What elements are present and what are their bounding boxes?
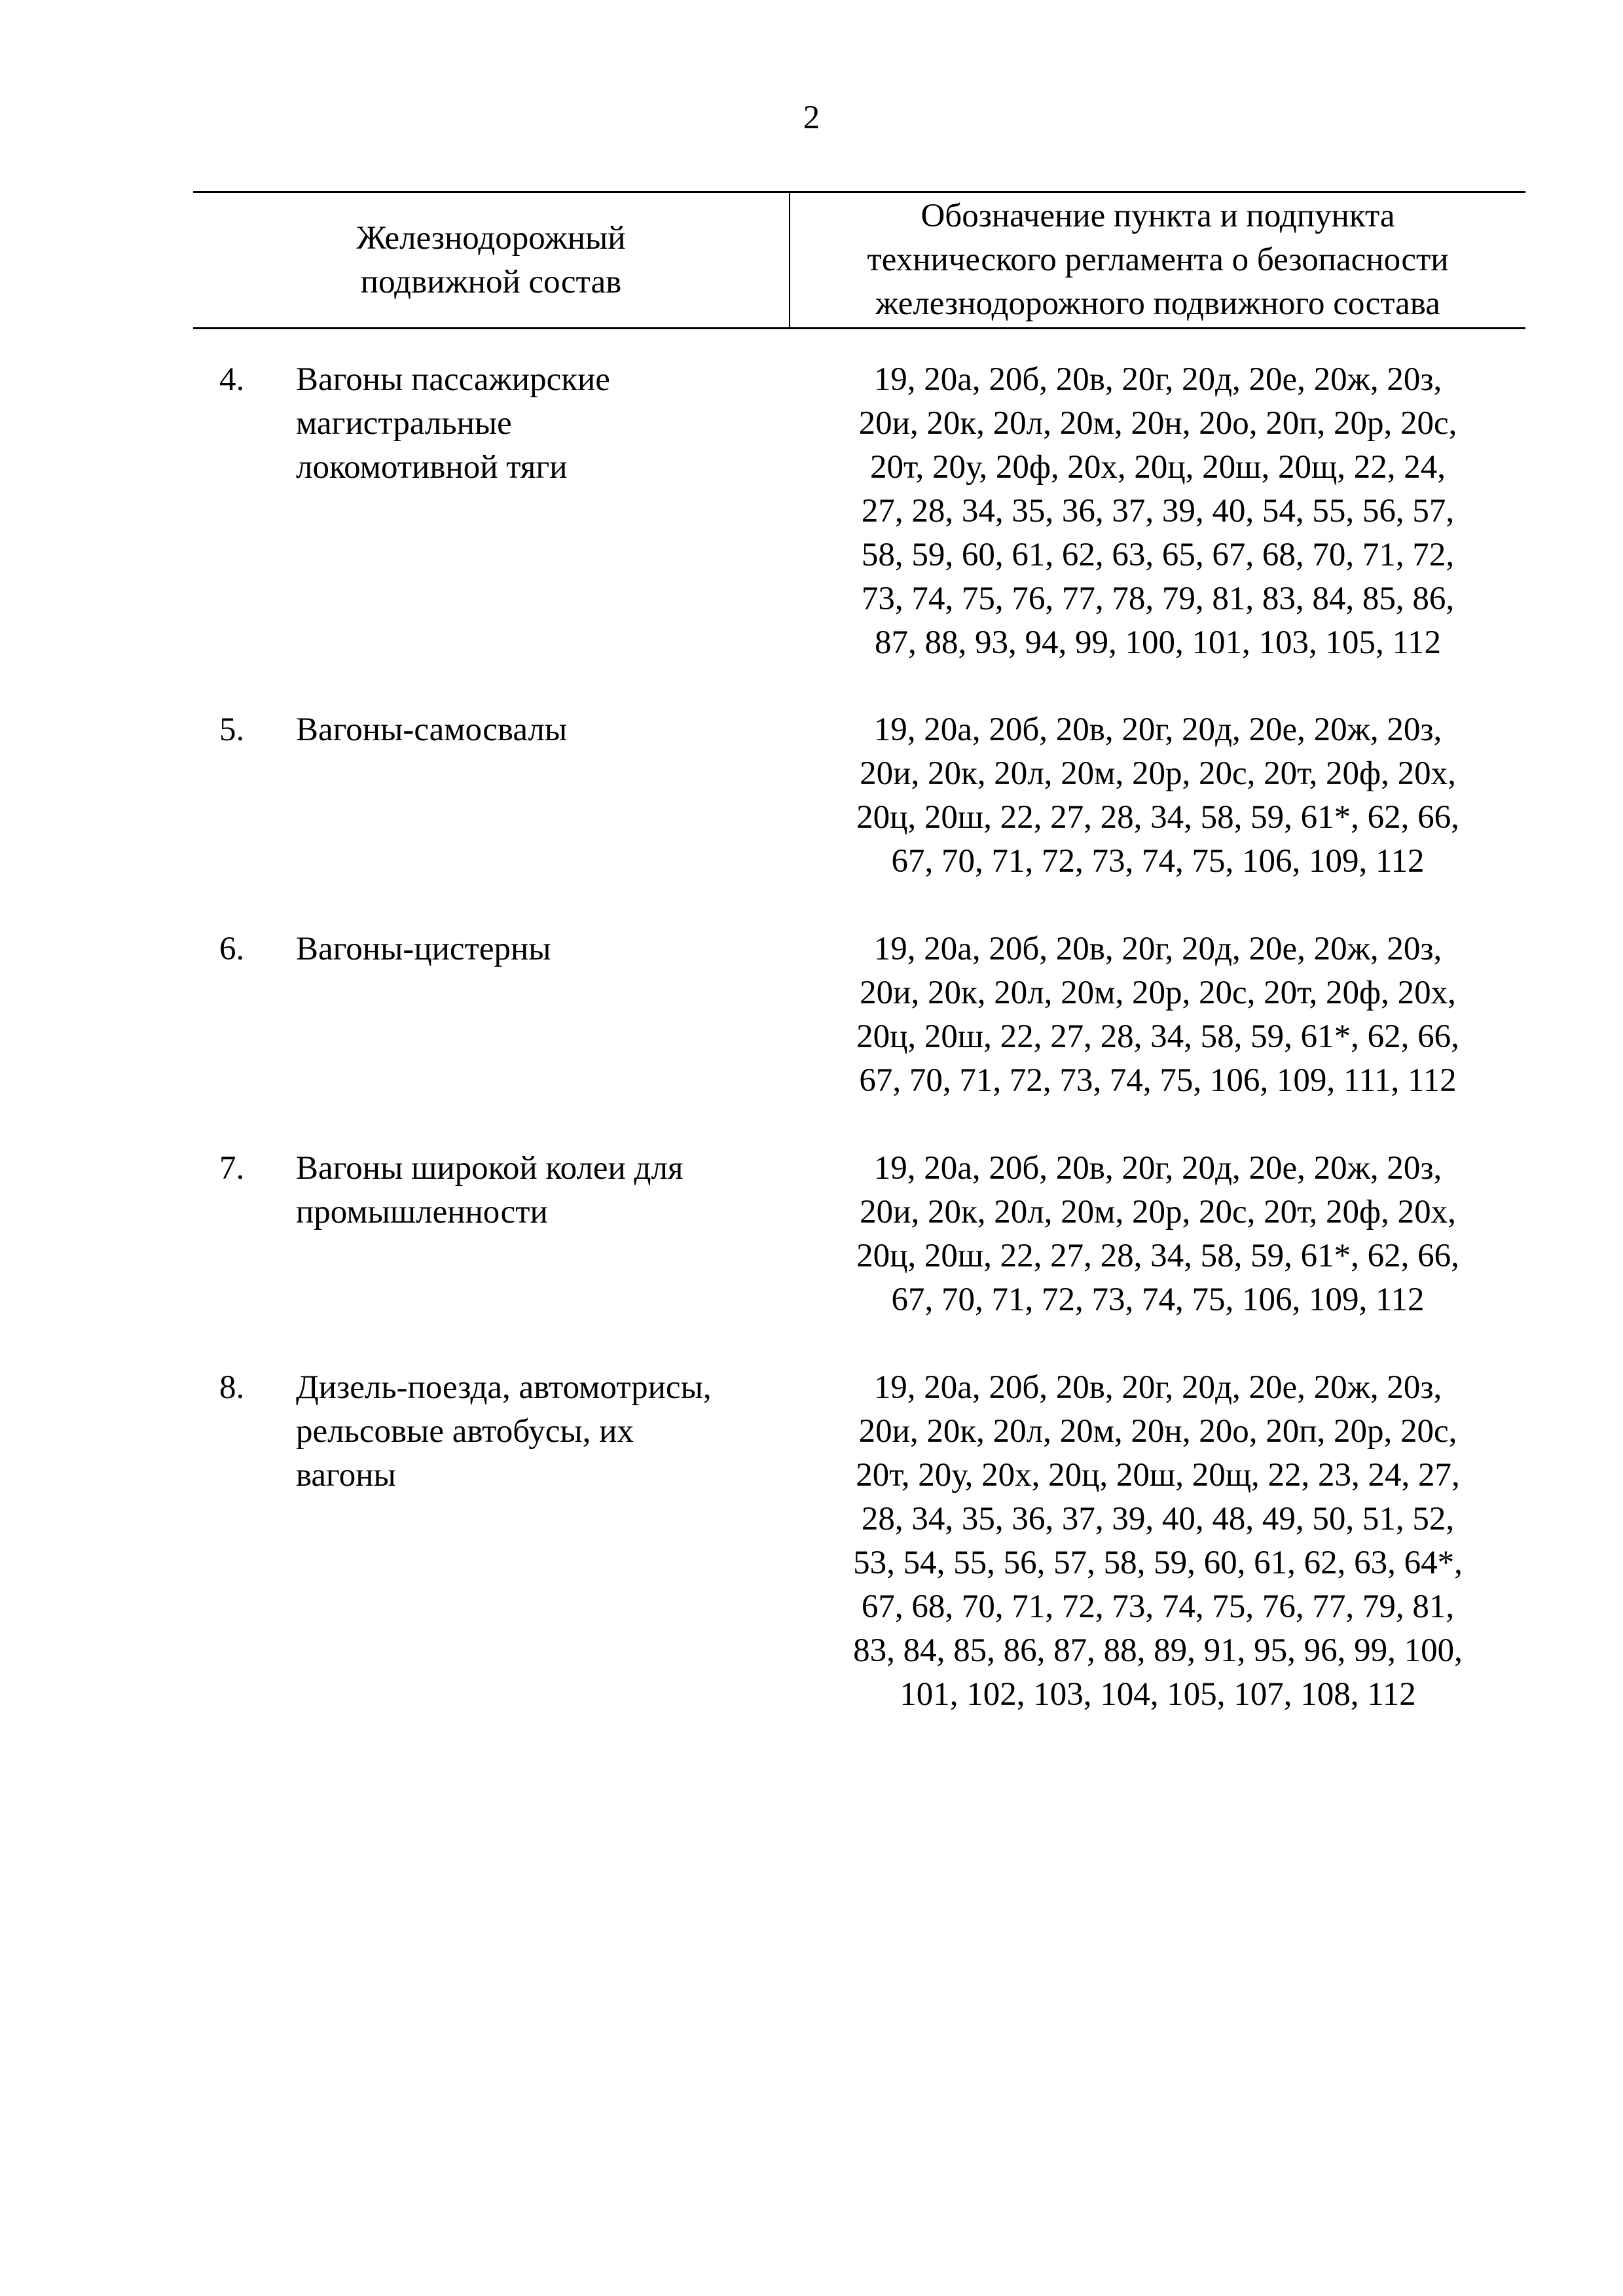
header-regulation-points-line: технического регламента о безопасности [867, 242, 1449, 278]
regulation-points-line: 67, 70, 71, 72, 73, 74, 75, 106, 109, 112 [891, 843, 1425, 880]
row-number: 6. [219, 931, 245, 967]
rolling-stock-name-line: локомотивной тяги [296, 449, 568, 486]
regulation-points-line: 20ц, 20ш, 22, 27, 28, 34, 58, 59, 61*, 62, 66, [856, 1238, 1459, 1274]
table-row [193, 1366, 1525, 1719]
rolling-stock-name [296, 927, 780, 971]
row-number: 7. [219, 1150, 245, 1187]
regulation-points-line: 73, 74, 75, 76, 77, 78, 79, 81, 83, 84, 85, 86, [861, 581, 1455, 617]
header-rolling-stock-line: подвижной состав [360, 263, 622, 300]
rolling-stock-name-line: рельсовые автобусы, их [296, 1413, 634, 1450]
page-number: 2 [803, 99, 820, 136]
regulation-points-line: 28, 34, 35, 36, 37, 39, 40, 48, 49, 50, 51, 52, [861, 1501, 1455, 1537]
regulation-points-line: 67, 68, 70, 71, 72, 73, 74, 75, 76, 77, 79, 81, [861, 1588, 1455, 1625]
regulation-points [790, 927, 1525, 1103]
regulation-points-line: 20и, 20к, 20л, 20м, 20н, 20о, 20п, 20р, 20с, [858, 405, 1457, 442]
regulation-points-line: 20т, 20у, 20ф, 20х, 20ц, 20ш, 20щ, 22, 24, [870, 449, 1446, 486]
table-row [193, 358, 1525, 708]
regulation-table [193, 191, 1525, 1713]
regulation-points-line: 67, 70, 71, 72, 73, 74, 75, 106, 109, 111, 112 [859, 1062, 1457, 1099]
regulation-points-line: 58, 59, 60, 61, 62, 63, 65, 67, 68, 70, 71, 72, [861, 537, 1455, 573]
table-body [193, 358, 1525, 1719]
regulation-points-line: 83, 84, 85, 86, 87, 88, 89, 91, 95, 96, 99, 100, [853, 1632, 1463, 1669]
regulation-points-line: 20ц, 20ш, 22, 27, 28, 34, 58, 59, 61*, 62, 66, [856, 799, 1459, 836]
rolling-stock-name-line: Вагоны-цистерны [296, 931, 551, 967]
rolling-stock-name [296, 708, 780, 752]
table-row [193, 708, 1525, 927]
regulation-points-line: 87, 88, 93, 94, 99, 100, 101, 103, 105, 112 [874, 624, 1442, 661]
regulation-points-line: 20и, 20к, 20л, 20м, 20р, 20с, 20т, 20ф, 20х, [860, 755, 1456, 792]
header-rolling-stock [193, 193, 789, 327]
regulation-points [790, 1366, 1525, 1717]
regulation-points-line: 27, 28, 34, 35, 36, 37, 39, 40, 54, 55, 56, 57, [861, 493, 1455, 529]
regulation-points [790, 708, 1525, 884]
regulation-points [790, 358, 1525, 665]
regulation-points-line: 20и, 20к, 20л, 20м, 20н, 20о, 20п, 20р, 20с, [858, 1413, 1457, 1450]
regulation-points-line: 53, 54, 55, 56, 57, 58, 59, 60, 61, 62, 63, 64*, [853, 1545, 1463, 1581]
table-row [193, 927, 1525, 1147]
rolling-stock-name-line: Дизель-поезда, автомотрисы, [296, 1369, 712, 1406]
rolling-stock-name-line: Вагоны широкой колеи для [296, 1150, 684, 1187]
table-row [193, 1147, 1525, 1366]
row-number: 4. [219, 361, 245, 398]
rolling-stock-name [296, 1366, 780, 1498]
header-regulation-points-line: Обозначение пункта и подпункта [921, 198, 1395, 234]
regulation-points-line: 20и, 20к, 20л, 20м, 20р, 20с, 20т, 20ф, 20х, [860, 975, 1456, 1011]
rolling-stock-name [296, 1147, 780, 1234]
regulation-points-line: 19, 20а, 20б, 20в, 20г, 20д, 20е, 20ж, 20з, [873, 1150, 1442, 1187]
regulation-points-line: 20т, 20у, 20х, 20ц, 20ш, 20щ, 22, 23, 24, 27, [856, 1457, 1460, 1494]
header-regulation-points [790, 193, 1525, 327]
rolling-stock-name-line: магистральные [296, 405, 512, 442]
regulation-points-line: 20ц, 20ш, 22, 27, 28, 34, 58, 59, 61*, 62, 66, [856, 1018, 1459, 1055]
rolling-stock-name-line: вагоны [296, 1457, 396, 1494]
row-number: 8. [219, 1369, 245, 1406]
regulation-points-line: 19, 20а, 20б, 20в, 20г, 20д, 20е, 20ж, 20з, [873, 931, 1442, 967]
regulation-points-line: 19, 20а, 20б, 20в, 20г, 20д, 20е, 20ж, 20з, [873, 361, 1442, 398]
header-rolling-stock-line: Железнодорожный [356, 219, 626, 257]
rolling-stock-name-line: Вагоны пассажирские [296, 361, 610, 398]
rolling-stock-name-line: Вагоны-самосвалы [296, 711, 568, 748]
regulation-points-line: 20и, 20к, 20л, 20м, 20р, 20с, 20т, 20ф, 20х, [860, 1194, 1456, 1230]
regulation-points-line: 67, 70, 71, 72, 73, 74, 75, 106, 109, 112 [891, 1282, 1425, 1318]
rolling-stock-name-line: промышленности [296, 1194, 548, 1230]
row-number: 5. [219, 711, 245, 748]
header-regulation-points-line: железнодорожного подвижного состава [875, 285, 1440, 322]
rolling-stock-name [296, 358, 780, 490]
regulation-points-line: 19, 20а, 20б, 20в, 20г, 20д, 20е, 20ж, 20з, [873, 1369, 1442, 1406]
table-header [193, 191, 1525, 329]
regulation-points [790, 1147, 1525, 1322]
regulation-points-line: 19, 20а, 20б, 20в, 20г, 20д, 20е, 20ж, 20з, [873, 711, 1442, 748]
regulation-points-line: 101, 102, 103, 104, 105, 107, 108, 112 [900, 1676, 1416, 1713]
